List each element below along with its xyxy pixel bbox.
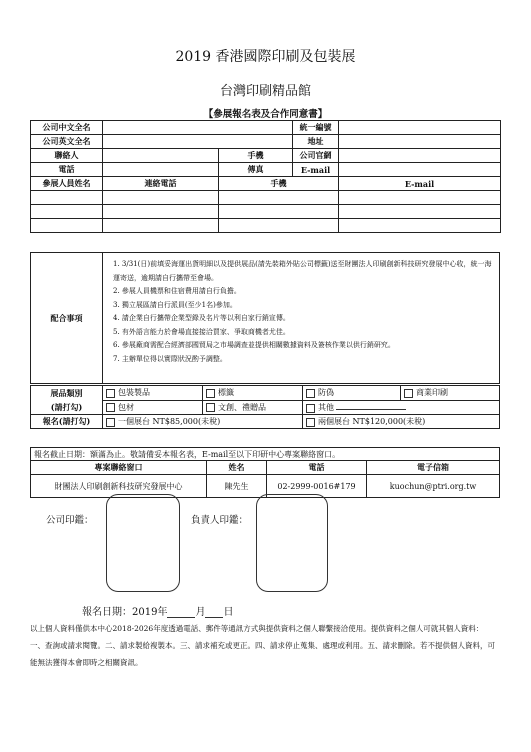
signup-label: 報名(請打勾) — [31, 415, 103, 429]
staff-row — [31, 205, 501, 219]
staff-row — [31, 191, 501, 205]
staff-name-field[interactable] — [31, 205, 103, 219]
staff-phone-field[interactable] — [103, 219, 219, 233]
contact-email-link[interactable]: kuochun@ptri.org.tw — [367, 475, 500, 498]
date-month-unit: 月 — [195, 607, 206, 618]
stamp-area — [0, 494, 531, 594]
category-option-packaging[interactable]: 包裝製品 — [103, 386, 203, 401]
checkbox[interactable] — [106, 403, 115, 412]
checkbox[interactable] — [306, 404, 315, 413]
company-cn-name-field[interactable] — [103, 121, 293, 135]
contact-phone: 02-2999-0016#179 — [267, 475, 367, 498]
category-option-anticounterfeit[interactable]: 防偽 — [303, 386, 401, 401]
checkbox[interactable] — [206, 403, 215, 412]
category-signup-table — [30, 385, 500, 429]
signup-date — [82, 603, 233, 618]
category-label-hint: (請打勾) — [50, 402, 83, 412]
website-label: 公司官網 — [293, 149, 339, 163]
staff-mobile-label: 手機 — [219, 177, 339, 191]
note-item: 7. 主辦單位得以實際狀況酌予調整。 — [113, 354, 227, 363]
category-option-other[interactable]: 其他 — [303, 400, 500, 415]
staff-name-field[interactable] — [31, 219, 103, 233]
fax-label: 傳真 — [219, 163, 293, 177]
note-item: 2. 參展人員機票和住宿費用請自行負擔。 — [113, 287, 241, 295]
tax-id-label: 統一編號 — [293, 121, 339, 135]
company-stamp-label: 公司印鑑： — [46, 515, 94, 526]
tax-id-field[interactable] — [339, 121, 501, 135]
checkbox[interactable] — [306, 389, 315, 398]
email-label: E-mail — [293, 163, 339, 177]
mobile-label: 手機 — [219, 149, 293, 163]
staff-phone-field[interactable] — [103, 191, 219, 205]
address-field[interactable] — [339, 135, 501, 149]
document-subtitle: 台灣印刷精品館 — [219, 84, 311, 99]
category-option-creative[interactable]: 文創、禮贈品 — [203, 400, 303, 415]
note-item: 6. 參展廠商需配合經濟部國貿局之市場調查並提供相關數據資料及簽核作業以供行銷研究。 — [113, 341, 395, 349]
website-field[interactable] — [339, 149, 501, 163]
category-option-label[interactable]: 標籤 — [203, 386, 303, 401]
contact-header-name: 姓名 — [207, 461, 267, 475]
company-en-name-label: 公司英文全名 — [31, 135, 103, 149]
note-item: 4. 請企業自行攜帶企業型錄及名片等以利自家行銷宣傳。 — [113, 314, 290, 322]
company-info-table — [30, 120, 501, 233]
notes-label: 配合事項 — [31, 253, 103, 384]
company-cn-name-label: 公司中文全名 — [31, 121, 103, 135]
staff-phone-label: 連絡電話 — [103, 177, 219, 191]
company-stamp-box[interactable] — [106, 494, 180, 592]
staff-mobile-field[interactable] — [219, 219, 339, 233]
signup-option-one-booth[interactable]: 一個展台 NT$85,000(未稅) — [103, 415, 303, 429]
day-input-line[interactable] — [205, 607, 223, 618]
notes-table — [30, 252, 500, 384]
contact-name: 陳先生 — [207, 475, 267, 498]
notes-content — [103, 253, 500, 384]
category-option-commercial[interactable]: 商業印刷 — [401, 386, 500, 401]
email-field[interactable] — [339, 163, 501, 177]
address-label: 地址 — [293, 135, 339, 149]
person-stamp-box[interactable] — [256, 494, 328, 592]
document-title: 2019 香港國際印刷及包裝展 — [175, 49, 356, 65]
other-input-line[interactable] — [336, 401, 406, 410]
category-option-material[interactable]: 包材 — [103, 400, 203, 415]
privacy-statement — [30, 620, 500, 671]
staff-row — [31, 219, 501, 233]
form-heading: 【參展報名表及合作同意書】 — [203, 109, 328, 120]
contact-header-phone: 電話 — [267, 461, 367, 475]
note-item: 3. 獨立展區請自行派員(至少1名)參加。 — [113, 300, 237, 309]
checkbox[interactable] — [306, 418, 315, 427]
contact-person-label: 聯絡人 — [31, 149, 103, 163]
phone-field[interactable] — [103, 163, 219, 177]
contact-org: 財團法人印刷創新科技研究發展中心 — [31, 475, 207, 498]
staff-email-label: E-mail — [339, 177, 501, 191]
contact-header-window: 專案聯絡窗口 — [31, 461, 207, 475]
checkbox[interactable] — [106, 389, 115, 398]
checkbox[interactable] — [206, 389, 215, 398]
notes-list — [113, 258, 495, 366]
date-day-unit: 日 — [223, 607, 234, 618]
contact-table — [30, 447, 500, 498]
deadline-note: 報名截止日期：額滿為止。敬請備妥本報名表，E-mail至以下印研中心專案聯絡窗口。 — [31, 448, 500, 461]
note-item: 1. 3/31(日)前填妥海運出貨明細以及提供展品(請先裝箱外貼公司標籤)送至財團法人印刷創新科技研究發展中心收，統一海運寄送，逾期請自行攜帶至會場。 — [113, 260, 492, 282]
staff-name-label: 參展人員姓名 — [31, 177, 103, 191]
person-stamp-label: 負責人印鑑： — [191, 515, 249, 526]
note-item: 5. 有外語言能力於會場直接接洽買家、爭取商機者尤佳。 — [113, 327, 290, 336]
staff-mobile-field[interactable] — [219, 191, 339, 205]
staff-phone-field[interactable] — [103, 205, 219, 219]
staff-name-field[interactable] — [31, 191, 103, 205]
category-label — [31, 386, 103, 415]
month-input-line[interactable] — [167, 607, 195, 618]
company-en-name-field[interactable] — [103, 135, 293, 149]
phone-label: 電話 — [31, 163, 103, 177]
privacy-paragraph: 以上個人資料僅供本中心2018-2026年度透過電話、郵件等通訊方式與提供資料之個人聯繫接洽使用。提供資料之個人可就其個人資料： — [30, 624, 484, 633]
contact-person-field[interactable] — [103, 149, 219, 163]
checkbox[interactable] — [106, 418, 115, 427]
contact-header-email: 電子信箱 — [367, 461, 500, 475]
staff-email-field[interactable] — [339, 205, 501, 219]
signup-option-two-booths[interactable]: 兩個展台 NT$120,000(未稅) — [303, 415, 500, 429]
staff-email-field[interactable] — [339, 191, 501, 205]
date-prefix: 報名日期：2019年 — [82, 607, 168, 618]
category-label-text: 展品類別 — [50, 388, 83, 398]
privacy-paragraph: 一、查詢或請求閱覽。二、請求製給複製本。三、請求補充或更正。四、請求停止蒐集、處理或利用。五、請求刪除。若不提供個人資料，可能無法獲得本會即時之相關資訊。 — [30, 641, 495, 667]
staff-email-field[interactable] — [339, 219, 501, 233]
checkbox[interactable] — [404, 389, 413, 398]
staff-mobile-field[interactable] — [219, 205, 339, 219]
